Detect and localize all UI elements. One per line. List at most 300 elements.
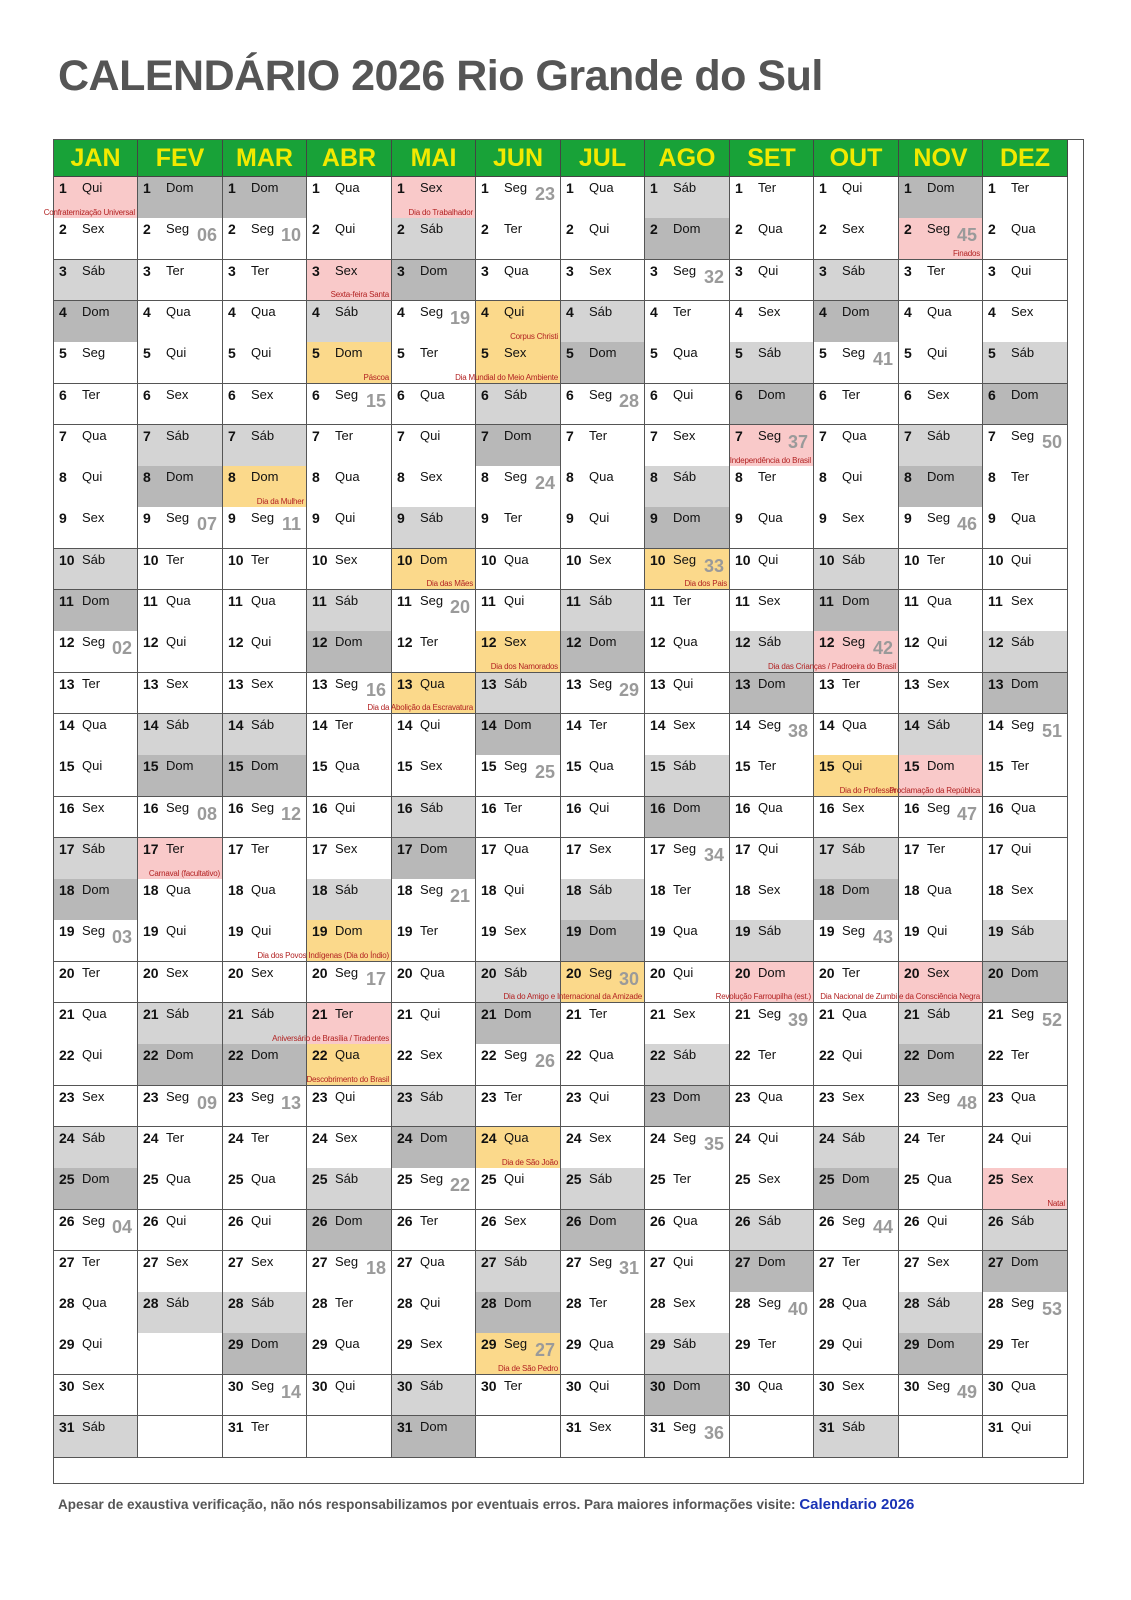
day-cell[interactable]: [138, 879, 223, 921]
day-cell[interactable]: [561, 879, 645, 921]
day-cell[interactable]: [392, 1333, 476, 1375]
day-cell[interactable]: [899, 1251, 983, 1293]
day-cell[interactable]: [561, 301, 645, 343]
day-cell[interactable]: [814, 879, 899, 921]
day-cell[interactable]: [899, 1168, 983, 1210]
day-cell[interactable]: [138, 1210, 223, 1252]
day-cell[interactable]: [476, 714, 561, 756]
day-cell[interactable]: [899, 260, 983, 302]
day-cell[interactable]: [899, 549, 983, 591]
day-cell[interactable]: [561, 673, 645, 715]
day-cell[interactable]: [561, 1375, 645, 1417]
day-cell[interactable]: [392, 631, 476, 673]
day-cell[interactable]: [730, 549, 814, 591]
day-cell[interactable]: [307, 1044, 392, 1086]
day-cell[interactable]: [307, 384, 392, 426]
day-cell[interactable]: [814, 1251, 899, 1293]
day-cell[interactable]: [983, 631, 1068, 673]
day-cell[interactable]: [138, 714, 223, 756]
calendar-link[interactable]: Calendario 2026: [799, 1496, 915, 1513]
day-cell[interactable]: [561, 549, 645, 591]
day-cell[interactable]: [645, 797, 730, 839]
day-cell[interactable]: [561, 342, 645, 384]
day-cell[interactable]: [899, 590, 983, 632]
day-cell[interactable]: [54, 962, 138, 1004]
day-cell[interactable]: [54, 920, 138, 962]
day-cell[interactable]: [730, 466, 814, 508]
day-cell[interactable]: [814, 1127, 899, 1169]
day-cell[interactable]: [392, 425, 476, 467]
day-cell[interactable]: [54, 1127, 138, 1169]
day-cell[interactable]: [392, 507, 476, 549]
day-cell[interactable]: [476, 1086, 561, 1128]
day-cell[interactable]: [223, 797, 307, 839]
day-cell[interactable]: [715, 962, 814, 1004]
day-cell[interactable]: [54, 1251, 138, 1293]
day-cell[interactable]: [54, 755, 138, 797]
day-cell[interactable]: [730, 1375, 814, 1417]
day-cell[interactable]: [138, 342, 223, 384]
day-cell[interactable]: [983, 1044, 1068, 1086]
day-cell[interactable]: [476, 673, 561, 715]
day-cell[interactable]: [138, 1251, 223, 1293]
day-cell[interactable]: [645, 631, 730, 673]
day-cell[interactable]: [899, 301, 983, 343]
day-cell[interactable]: [983, 549, 1068, 591]
day-cell[interactable]: [983, 838, 1068, 880]
day-cell[interactable]: [54, 549, 138, 591]
day-cell[interactable]: [730, 797, 814, 839]
day-cell[interactable]: [223, 1333, 307, 1375]
day-cell[interactable]: [730, 755, 814, 797]
day-cell[interactable]: [983, 1416, 1068, 1458]
day-cell[interactable]: [645, 920, 730, 962]
day-cell[interactable]: [138, 1044, 223, 1086]
day-cell[interactable]: [983, 755, 1068, 797]
day-cell[interactable]: [899, 1333, 983, 1375]
day-cell[interactable]: [814, 714, 899, 756]
day-cell[interactable]: [645, 260, 730, 302]
day-cell[interactable]: [983, 962, 1068, 1004]
day-cell[interactable]: [54, 673, 138, 715]
day-cell[interactable]: [645, 1292, 730, 1334]
day-cell[interactable]: [476, 177, 561, 219]
day-cell[interactable]: [392, 714, 476, 756]
day-cell[interactable]: [476, 1333, 561, 1375]
day-cell[interactable]: [307, 177, 392, 219]
day-cell[interactable]: [730, 301, 814, 343]
day-cell[interactable]: [392, 1210, 476, 1252]
day-cell[interactable]: [54, 797, 138, 839]
day-cell[interactable]: [645, 714, 730, 756]
day-cell[interactable]: [307, 260, 392, 302]
day-cell[interactable]: [307, 301, 392, 343]
day-cell[interactable]: [138, 755, 223, 797]
day-cell[interactable]: [307, 1086, 392, 1128]
day-cell[interactable]: [223, 218, 307, 260]
day-cell[interactable]: [392, 838, 476, 880]
day-cell[interactable]: [54, 838, 138, 880]
day-cell[interactable]: [645, 1210, 730, 1252]
day-cell[interactable]: [138, 797, 223, 839]
day-cell[interactable]: [223, 838, 307, 880]
day-cell[interactable]: [223, 507, 307, 549]
day-cell[interactable]: [899, 1210, 983, 1252]
day-cell[interactable]: [476, 1003, 561, 1045]
day-cell[interactable]: [223, 631, 307, 673]
day-cell[interactable]: [645, 1416, 730, 1458]
day-cell[interactable]: [138, 631, 223, 673]
day-cell[interactable]: [730, 425, 814, 467]
day-cell[interactable]: [307, 1210, 392, 1252]
day-cell[interactable]: [476, 425, 561, 467]
day-cell[interactable]: [561, 1251, 645, 1293]
day-cell[interactable]: [476, 466, 561, 508]
day-cell[interactable]: [814, 260, 899, 302]
day-cell[interactable]: [645, 218, 730, 260]
day-cell[interactable]: [645, 755, 730, 797]
day-cell[interactable]: [138, 1292, 223, 1334]
day-cell[interactable]: [814, 755, 899, 797]
day-cell[interactable]: [307, 549, 392, 591]
day-cell[interactable]: [223, 1416, 307, 1458]
day-cell[interactable]: [476, 507, 561, 549]
day-cell[interactable]: [730, 507, 814, 549]
day-cell[interactable]: [645, 507, 730, 549]
day-cell[interactable]: [983, 879, 1068, 921]
day-cell[interactable]: [983, 673, 1068, 715]
day-cell[interactable]: [899, 177, 983, 219]
day-cell[interactable]: [983, 260, 1068, 302]
day-cell[interactable]: [476, 590, 561, 632]
day-cell[interactable]: [899, 1086, 983, 1128]
day-cell[interactable]: [814, 673, 899, 715]
day-cell[interactable]: [814, 301, 899, 343]
day-cell[interactable]: [54, 384, 138, 426]
day-cell[interactable]: [307, 1375, 392, 1417]
day-cell[interactable]: [730, 590, 814, 632]
day-cell[interactable]: [983, 342, 1068, 384]
day-cell[interactable]: [730, 218, 814, 260]
day-cell[interactable]: [983, 1292, 1068, 1334]
day-cell[interactable]: [561, 755, 645, 797]
day-cell[interactable]: [476, 301, 561, 343]
day-cell[interactable]: [138, 177, 223, 219]
day-cell[interactable]: [561, 507, 645, 549]
day-cell[interactable]: [138, 1168, 223, 1210]
day-cell[interactable]: [138, 260, 223, 302]
day-cell[interactable]: [476, 1292, 561, 1334]
day-cell[interactable]: [645, 1333, 730, 1375]
day-cell[interactable]: [476, 838, 561, 880]
day-cell[interactable]: [899, 425, 983, 467]
day-cell[interactable]: [814, 1292, 899, 1334]
day-cell[interactable]: [392, 1168, 476, 1210]
day-cell[interactable]: [983, 507, 1068, 549]
day-cell[interactable]: [983, 1251, 1068, 1293]
day-cell[interactable]: [54, 590, 138, 632]
day-cell[interactable]: [730, 1168, 814, 1210]
day-cell[interactable]: [54, 1333, 138, 1375]
day-cell[interactable]: [223, 714, 307, 756]
day-cell[interactable]: [54, 507, 138, 549]
day-cell[interactable]: [645, 342, 730, 384]
day-cell[interactable]: [561, 1210, 645, 1252]
day-cell[interactable]: [392, 1292, 476, 1334]
day-cell[interactable]: [223, 1127, 307, 1169]
day-cell[interactable]: [899, 714, 983, 756]
day-cell[interactable]: [138, 384, 223, 426]
day-cell[interactable]: [392, 1127, 476, 1169]
day-cell[interactable]: [899, 466, 983, 508]
day-cell[interactable]: [138, 466, 223, 508]
day-cell[interactable]: [983, 1086, 1068, 1128]
day-cell[interactable]: [307, 1333, 392, 1375]
day-cell[interactable]: [392, 1251, 476, 1293]
day-cell[interactable]: [54, 260, 138, 302]
day-cell[interactable]: [899, 1375, 983, 1417]
day-cell[interactable]: [223, 260, 307, 302]
day-cell[interactable]: [561, 384, 645, 426]
day-cell[interactable]: [392, 1044, 476, 1086]
day-cell[interactable]: [392, 590, 476, 632]
day-cell[interactable]: [983, 714, 1068, 756]
day-cell[interactable]: [814, 342, 899, 384]
day-cell[interactable]: [455, 342, 561, 384]
day-cell[interactable]: [54, 301, 138, 343]
day-cell[interactable]: [561, 260, 645, 302]
day-cell[interactable]: [138, 838, 223, 880]
day-cell[interactable]: [561, 425, 645, 467]
day-cell[interactable]: [223, 1168, 307, 1210]
day-cell[interactable]: [814, 1333, 899, 1375]
day-cell[interactable]: [983, 1210, 1068, 1252]
day-cell[interactable]: [899, 797, 983, 839]
day-cell[interactable]: [730, 342, 814, 384]
day-cell[interactable]: [899, 384, 983, 426]
day-cell[interactable]: [561, 1416, 645, 1458]
day-cell[interactable]: [138, 590, 223, 632]
day-cell[interactable]: [730, 879, 814, 921]
day-cell[interactable]: [983, 177, 1068, 219]
day-cell[interactable]: [223, 466, 307, 508]
day-cell[interactable]: [223, 1292, 307, 1334]
day-cell[interactable]: [730, 260, 814, 302]
day-cell[interactable]: [983, 1003, 1068, 1045]
day-cell[interactable]: [899, 218, 983, 260]
day-cell[interactable]: [645, 549, 730, 591]
day-cell[interactable]: [307, 590, 392, 632]
day-cell[interactable]: [899, 1292, 983, 1334]
day-cell[interactable]: [54, 1044, 138, 1086]
day-cell[interactable]: [392, 1086, 476, 1128]
day-cell[interactable]: [54, 1416, 138, 1458]
day-cell[interactable]: [138, 673, 223, 715]
day-cell[interactable]: [730, 1086, 814, 1128]
day-cell[interactable]: [54, 425, 138, 467]
day-cell[interactable]: [561, 590, 645, 632]
day-cell[interactable]: [730, 1251, 814, 1293]
day-cell[interactable]: [476, 631, 561, 673]
day-cell[interactable]: [223, 301, 307, 343]
day-cell[interactable]: [307, 631, 392, 673]
day-cell[interactable]: [561, 1168, 645, 1210]
day-cell[interactable]: [814, 838, 899, 880]
day-cell[interactable]: [889, 755, 983, 797]
day-cell[interactable]: [983, 1168, 1068, 1210]
day-cell[interactable]: [54, 218, 138, 260]
day-cell[interactable]: [223, 1210, 307, 1252]
day-cell[interactable]: [138, 1086, 223, 1128]
day-cell[interactable]: [645, 1086, 730, 1128]
day-cell[interactable]: [645, 466, 730, 508]
day-cell[interactable]: [54, 631, 138, 673]
day-cell[interactable]: [645, 1003, 730, 1045]
day-cell[interactable]: [730, 1292, 814, 1334]
day-cell[interactable]: [307, 714, 392, 756]
day-cell[interactable]: [645, 425, 730, 467]
day-cell[interactable]: [54, 879, 138, 921]
day-cell[interactable]: [223, 673, 307, 715]
day-cell[interactable]: [476, 797, 561, 839]
day-cell[interactable]: [223, 384, 307, 426]
day-cell[interactable]: [476, 1375, 561, 1417]
day-cell[interactable]: [899, 1044, 983, 1086]
day-cell[interactable]: [730, 920, 814, 962]
day-cell[interactable]: [645, 673, 730, 715]
day-cell[interactable]: [730, 1044, 814, 1086]
day-cell[interactable]: [392, 1416, 476, 1458]
day-cell[interactable]: [476, 384, 561, 426]
day-cell[interactable]: [561, 1086, 645, 1128]
day-cell[interactable]: [561, 838, 645, 880]
day-cell[interactable]: [392, 1375, 476, 1417]
day-cell[interactable]: [392, 962, 476, 1004]
day-cell[interactable]: [307, 797, 392, 839]
day-cell[interactable]: [223, 425, 307, 467]
day-cell[interactable]: [899, 673, 983, 715]
day-cell[interactable]: [561, 1333, 645, 1375]
day-cell[interactable]: [54, 1375, 138, 1417]
day-cell[interactable]: [223, 1044, 307, 1086]
day-cell[interactable]: [223, 1251, 307, 1293]
day-cell[interactable]: [307, 342, 392, 384]
day-cell[interactable]: [899, 507, 983, 549]
day-cell[interactable]: [476, 1168, 561, 1210]
day-cell[interactable]: [476, 755, 561, 797]
day-cell[interactable]: [476, 920, 561, 962]
day-cell[interactable]: [814, 218, 899, 260]
day-cell[interactable]: [54, 1292, 138, 1334]
day-cell[interactable]: [392, 177, 476, 219]
day-cell[interactable]: [307, 755, 392, 797]
day-cell[interactable]: [307, 879, 392, 921]
day-cell[interactable]: [730, 673, 814, 715]
day-cell[interactable]: [476, 1127, 561, 1169]
day-cell[interactable]: [223, 590, 307, 632]
day-cell[interactable]: [899, 342, 983, 384]
day-cell[interactable]: [392, 920, 476, 962]
day-cell[interactable]: [730, 1333, 814, 1375]
day-cell[interactable]: [561, 1292, 645, 1334]
day-cell[interactable]: [223, 879, 307, 921]
day-cell[interactable]: [54, 714, 138, 756]
day-cell[interactable]: [730, 384, 814, 426]
day-cell[interactable]: [983, 1127, 1068, 1169]
day-cell[interactable]: [476, 1044, 561, 1086]
day-cell[interactable]: [983, 466, 1068, 508]
day-cell[interactable]: [645, 1044, 730, 1086]
day-cell[interactable]: [307, 1292, 392, 1334]
day-cell[interactable]: [223, 962, 307, 1004]
day-cell[interactable]: [814, 1210, 899, 1252]
day-cell[interactable]: [983, 218, 1068, 260]
day-cell[interactable]: [983, 920, 1068, 962]
day-cell[interactable]: [223, 549, 307, 591]
day-cell[interactable]: [983, 425, 1068, 467]
day-cell[interactable]: [476, 1210, 561, 1252]
day-cell[interactable]: [899, 920, 983, 962]
day-cell[interactable]: [138, 425, 223, 467]
day-cell[interactable]: [307, 507, 392, 549]
day-cell[interactable]: [138, 218, 223, 260]
day-cell[interactable]: [645, 1251, 730, 1293]
day-cell[interactable]: [307, 1251, 392, 1293]
day-cell[interactable]: [814, 507, 899, 549]
day-cell[interactable]: [54, 1003, 138, 1045]
day-cell[interactable]: [730, 1003, 814, 1045]
day-cell[interactable]: [138, 507, 223, 549]
day-cell[interactable]: [814, 1086, 899, 1128]
day-cell[interactable]: [307, 962, 392, 1004]
day-cell[interactable]: [43, 177, 138, 219]
day-cell[interactable]: [899, 1003, 983, 1045]
day-cell[interactable]: [138, 549, 223, 591]
day-cell[interactable]: [983, 1375, 1068, 1417]
day-cell[interactable]: [223, 1086, 307, 1128]
day-cell[interactable]: [983, 301, 1068, 343]
day-cell[interactable]: [899, 1127, 983, 1169]
day-cell[interactable]: [645, 1127, 730, 1169]
day-cell[interactable]: [814, 425, 899, 467]
day-cell[interactable]: [899, 879, 983, 921]
day-cell[interactable]: [561, 920, 645, 962]
day-cell[interactable]: [392, 549, 476, 591]
day-cell[interactable]: [223, 755, 307, 797]
day-cell[interactable]: [223, 177, 307, 219]
day-cell[interactable]: [983, 1333, 1068, 1375]
day-cell[interactable]: [814, 1003, 899, 1045]
day-cell[interactable]: [645, 590, 730, 632]
day-cell[interactable]: [223, 342, 307, 384]
day-cell[interactable]: [138, 962, 223, 1004]
day-cell[interactable]: [814, 920, 899, 962]
day-cell[interactable]: [814, 1044, 899, 1086]
day-cell[interactable]: [814, 549, 899, 591]
day-cell[interactable]: [899, 631, 983, 673]
day-cell[interactable]: [730, 177, 814, 219]
day-cell[interactable]: [561, 177, 645, 219]
day-cell[interactable]: [223, 1375, 307, 1417]
day-cell[interactable]: [476, 218, 561, 260]
day-cell[interactable]: [54, 1210, 138, 1252]
day-cell[interactable]: [814, 1168, 899, 1210]
day-cell[interactable]: [476, 260, 561, 302]
day-cell[interactable]: [392, 797, 476, 839]
day-cell[interactable]: [392, 384, 476, 426]
day-cell[interactable]: [138, 920, 223, 962]
day-cell[interactable]: [138, 1127, 223, 1169]
